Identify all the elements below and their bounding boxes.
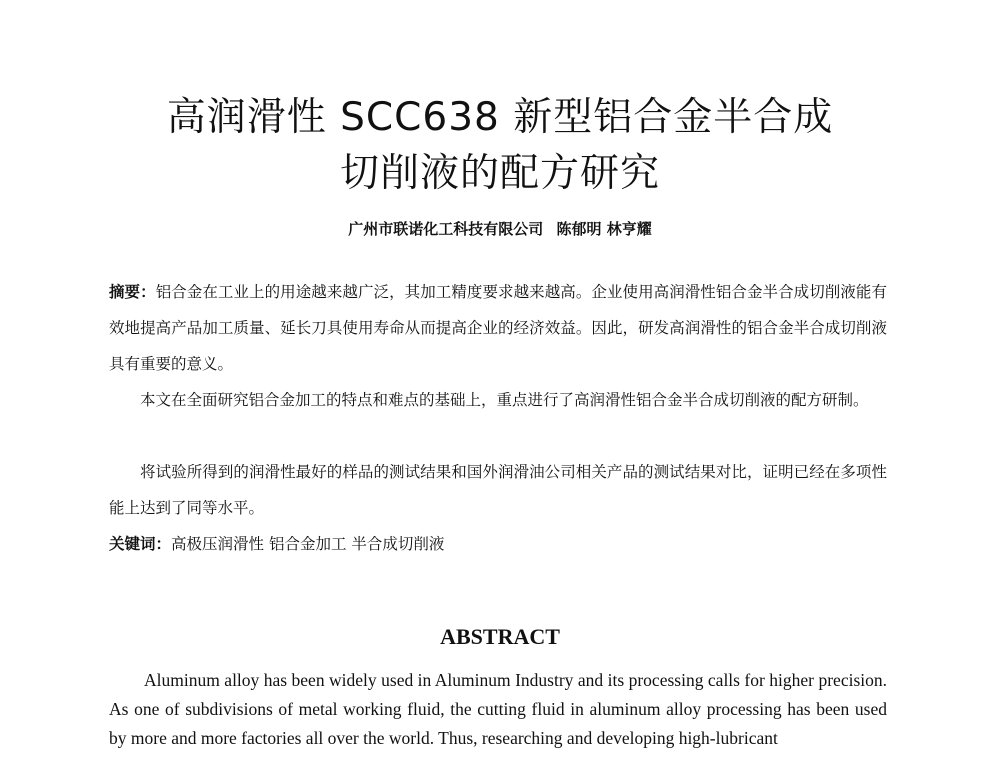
abstract-cn-paragraph-3: 将试验所得到的润滑性最好的样品的测试结果和国外润滑油公司相关产品的测试结果对比，证明已经在多项性能上达到了同等水平。 xyxy=(109,463,887,517)
author-names: 陈郁明 林亨耀 xyxy=(556,220,652,238)
abstract-en-heading: ABSTRACT xyxy=(440,624,560,649)
abstract-cn-paragraph-2: 本文在全面研究铝合金加工的特点和难点的基础上，重点进行了高润滑性铝合金半合成切削液的配方研制。 xyxy=(140,391,869,409)
keywords-text: 高极压润滑性 铝合金加工 半合成切削液 xyxy=(171,535,445,553)
abstract-en-paragraph: Aluminum alloy has been widely used in Aluminum Industry and its processing calls for higher precision. As one of subdivisions of metal working fluid, the cutting fluid in aluminum alloy processing has been used by more and more factories all over the world. Thus, researching and developing high-lubricant xyxy=(109,670,887,748)
abstract-cn-text-1: 铝合金在工业上的用途越来越广泛，其加工精度要求越来越高。企业使用高润滑性铝合金半合成切削液能有效地提高产品加工质量、延长刀具使用寿命从而提高企业的经济效益。因此，研发高润滑性的铝合金半合成切削液具有重要的意义。 xyxy=(109,283,887,373)
paper-title-line-1: 高润滑性 SCC638 新型铝合金半合成 xyxy=(166,95,834,140)
abstract-cn-paragraph-1 xyxy=(109,274,887,382)
author-affiliation: 广州市联诺化工科技有限公司 xyxy=(348,220,544,238)
abstract-cn-label: 摘要： xyxy=(109,283,156,301)
paper-title-line-2: 切削液的配方研究 xyxy=(339,151,660,196)
keywords-line xyxy=(109,526,444,562)
keywords-label: 关键词： xyxy=(109,535,172,553)
author-line xyxy=(0,218,1000,239)
